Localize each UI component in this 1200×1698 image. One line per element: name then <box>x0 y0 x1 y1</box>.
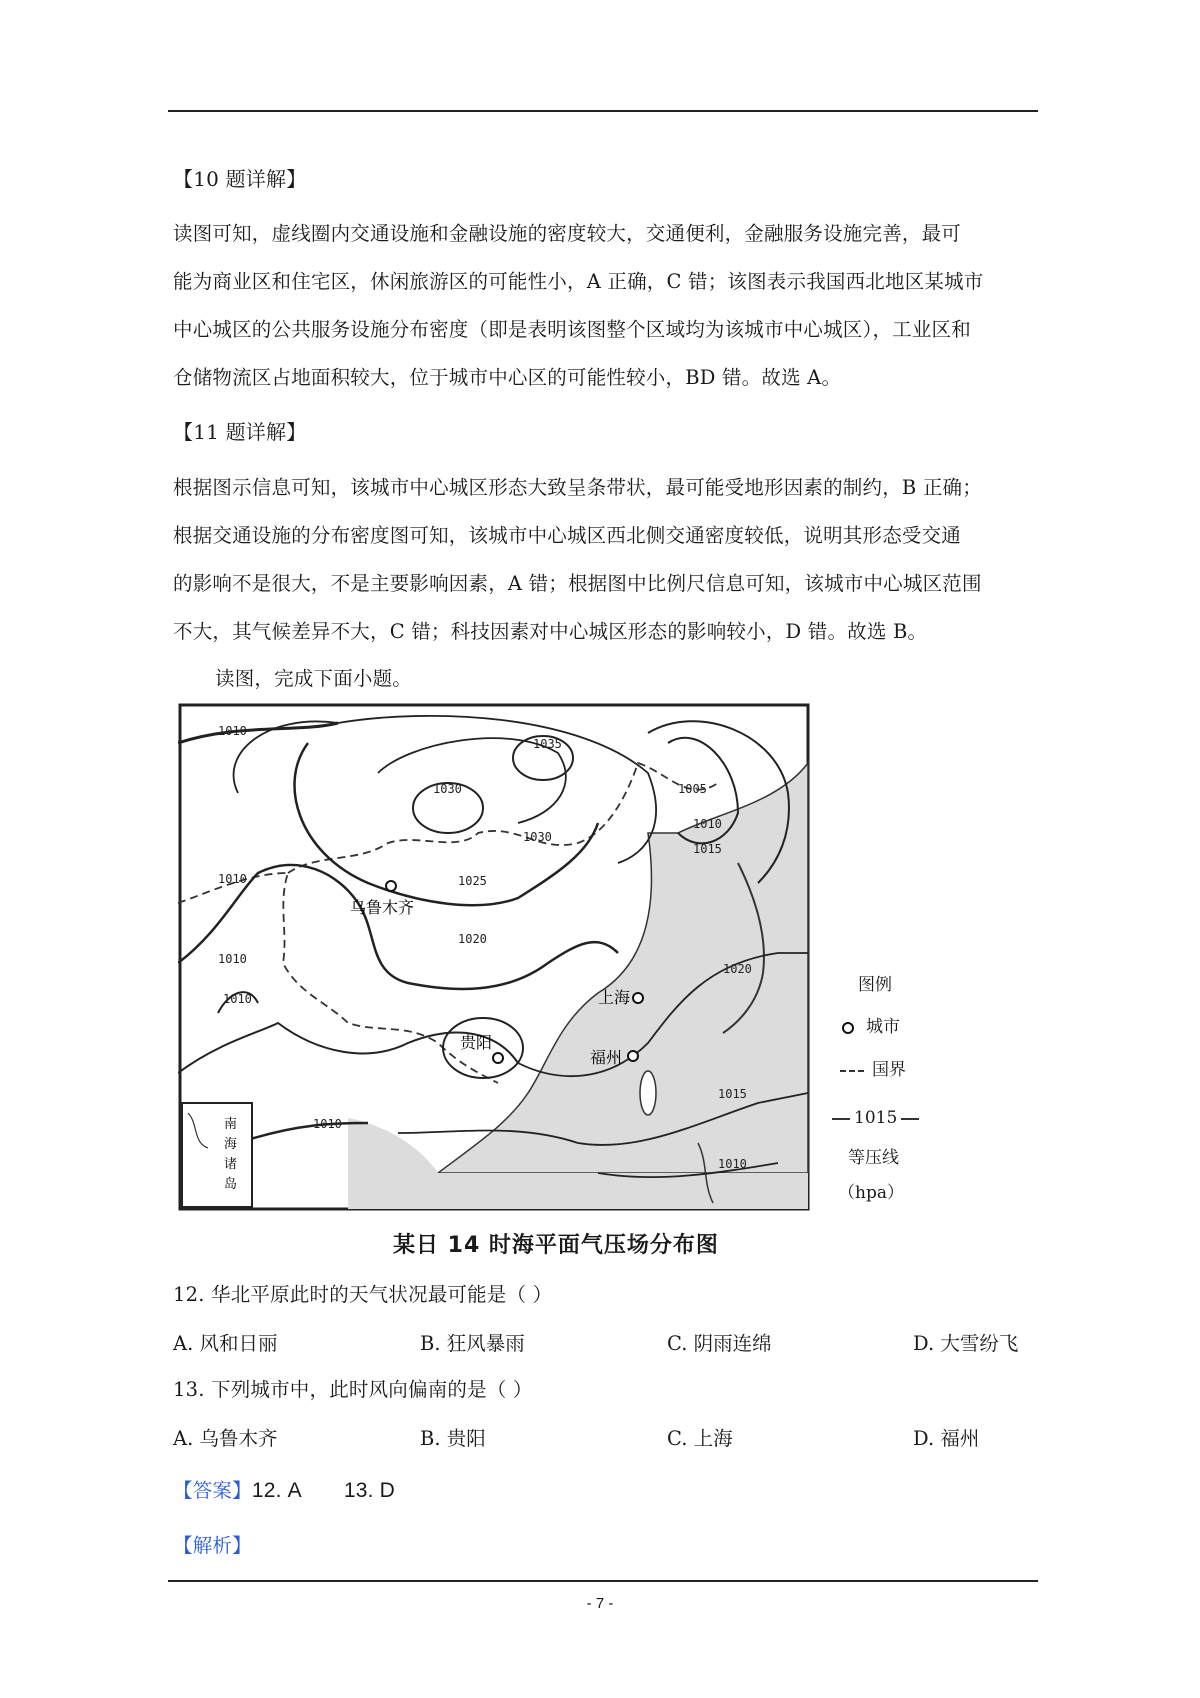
city-urumqi-label: 乌鲁木齐 <box>350 898 415 917</box>
isobar-label-12: 1010 <box>313 1117 342 1131</box>
analysis-label: 【解析】 <box>173 1534 252 1557</box>
city-urumqi-marker <box>386 881 396 891</box>
legend-city-icon <box>842 1022 854 1034</box>
q13-option-d: D. 福州 <box>913 1427 980 1450</box>
q11-line-1: 根据图示信息可知，该城市中心城区形态大致呈条带状，最可能受地形因素的制约，B 正确； <box>173 476 982 499</box>
inset-label-2: 海 <box>224 1137 238 1152</box>
inset-label-4: 岛 <box>224 1177 238 1192</box>
legend-city <box>842 1012 900 1037</box>
q10-line-3: 中心城区的公共服务设施分布密度（即是表明该图整个区域均为该城市中心城区），工业区和 <box>173 318 971 341</box>
q10-line-1: 读图可知，虚线圈内交通设施和金融设施的密度较大，交通便利，金融服务设施完善，最可 <box>173 222 962 245</box>
q13-option-b: B. 贵阳 <box>420 1427 486 1450</box>
legend-isobar: 等压线 <box>848 1148 899 1168</box>
isobar-label-7: 1030 <box>523 830 552 844</box>
q12-option-d: D. 大雪纷飞 <box>913 1332 1019 1355</box>
top-rule <box>168 110 1038 112</box>
q13-option-c: C. 上海 <box>667 1427 733 1450</box>
taiwan <box>640 1071 656 1115</box>
q12-stem: 12. 华北平原此时的天气状况最可能是（ ） <box>173 1283 553 1306</box>
answer-13: 13. D <box>343 1479 396 1502</box>
q12-option-b: B. 狂风暴雨 <box>420 1332 525 1355</box>
q11-line-3: 的影响不是很大，不是主要影响因素，A 错；根据图中比例尺信息可知，该城市中心城区范围 <box>173 572 982 595</box>
q12-option-c: C. 阴雨连绵 <box>667 1332 772 1355</box>
legend-border-icon <box>840 1070 864 1072</box>
isobar-label-3: 1005 <box>678 782 707 796</box>
isobar-label-8: 1010 <box>218 872 247 886</box>
q12-option-a: A. 风和日丽 <box>173 1332 278 1355</box>
city-shanghai-label: 上海 <box>598 988 631 1007</box>
city-shanghai-marker <box>633 993 643 1003</box>
isobar-label-13: 1020 <box>723 962 752 976</box>
bottom-rule <box>168 1580 1038 1582</box>
answer-line <box>173 1477 395 1505</box>
city-fuzhou-label: 福州 <box>590 1048 623 1067</box>
isobar-label-1: 1035 <box>533 737 562 751</box>
q11-line-4: 不大，其气候差异不大，C 错；科技因素对中心城区形态的影响较小，D 错。故选 B。 <box>173 620 928 643</box>
legend-isobar-value <box>832 1108 919 1128</box>
isobar-label-2: 1030 <box>433 782 462 796</box>
q10-line-2: 能为商业区和住宅区，休闲旅游区的可能性小，A 正确，C 错；该图表示我国西北地区某城市 <box>173 270 984 293</box>
legend-border <box>840 1055 906 1080</box>
isobar-label-9: 1020 <box>458 932 487 946</box>
legend-border-label: 国界 <box>872 1060 906 1080</box>
page-number: - 7 - <box>586 1595 614 1612</box>
city-fuzhou-marker <box>628 1051 638 1061</box>
isobar-label-4: 1015 <box>693 842 722 856</box>
q10-heading: 【10 题详解】 <box>173 167 307 191</box>
isobar-label-10: 1010 <box>223 992 252 1006</box>
inset-frame <box>182 1103 252 1207</box>
isobar-label-15: 1010 <box>718 1157 747 1171</box>
isobar-label-5: 1010 <box>693 817 722 831</box>
map-caption: 某日 14 时海平面气压场分布图 <box>393 1233 719 1258</box>
q10-line-4: 仓储物流区占地面积较大，位于城市中心区的可能性较小，BD 错。故选 A。 <box>173 366 842 389</box>
answer-12: 12. A <box>251 1479 302 1502</box>
city-guiyang-marker <box>493 1053 503 1063</box>
q11-heading: 【11 题详解】 <box>173 420 307 444</box>
pressure-map <box>178 703 812 1213</box>
intro-text: 读图，完成下面小题。 <box>215 667 413 690</box>
isobar-label-6: 1025 <box>458 874 487 888</box>
answer-label: 【答案】 <box>173 1479 252 1502</box>
inset-label-1: 南 <box>224 1117 238 1132</box>
legend-unit: （hpa） <box>838 1183 904 1203</box>
legend-city-label: 城市 <box>866 1017 900 1037</box>
legend-title: 图例 <box>858 975 892 995</box>
inset-label-3: 诸 <box>224 1157 238 1172</box>
isobar-label-0: 1010 <box>218 724 247 738</box>
legend-isobar-line-2 <box>901 1118 919 1120</box>
q13-option-a: A. 乌鲁木齐 <box>173 1427 278 1450</box>
isobar-label-11: 1010 <box>218 952 247 966</box>
pressure-map-svg <box>178 703 812 1213</box>
q13-stem: 13. 下列城市中，此时风向偏南的是（ ） <box>173 1378 533 1401</box>
city-guiyang-label: 贵阳 <box>460 1033 493 1052</box>
legend-isobar-number: 1015 <box>854 1108 898 1128</box>
isobar-label-14: 1015 <box>718 1087 747 1101</box>
legend-isobar-line <box>832 1118 850 1120</box>
q11-line-2: 根据交通设施的分布密度图可知，该城市中心城区西北侧交通密度较低，说明其形态受交通 <box>173 524 962 547</box>
